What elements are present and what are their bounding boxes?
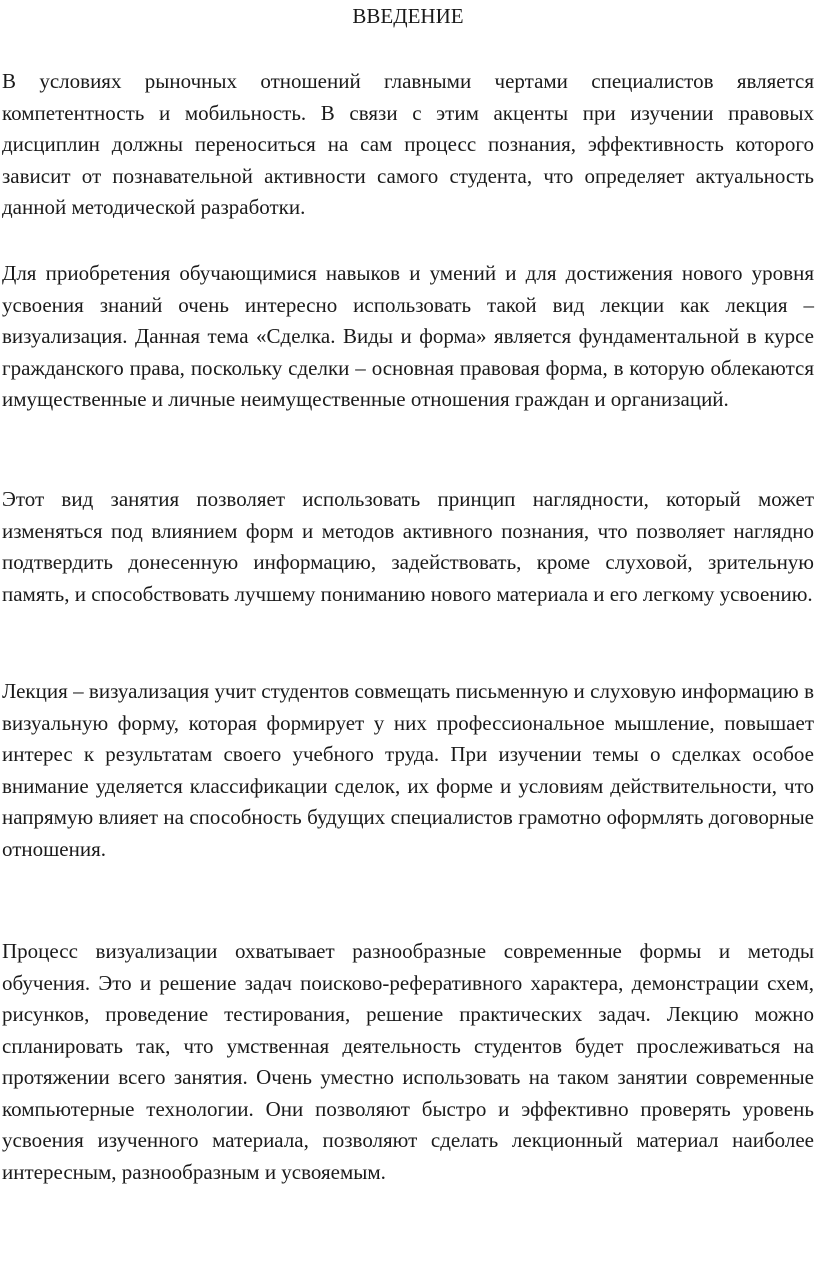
paragraph-2: Для приобретения обучающимися навыков и умений и для достижения нового уровня усвоения знаний очень интересно использовать такой вид лекции как лекция – визуализация. Данная тема «Сделка. Виды и форма» является фундаментальной в курсе гражданского права, поскольку сделки – основная правовая форма, в которую облекаются имущественные и личные неимущественные отношения граждан и организаций. bbox=[2, 261, 814, 411]
document-title: ВВЕДЕНИЕ bbox=[352, 4, 464, 28]
paragraph-3: Этот вид занятия позволяет использовать принцип наглядности, который может изменяться под влиянием форм и методов активного познания, что позволяет наглядно подтвердить донесенную информацию, задействовать, кроме слуховой, зрительную память, и способствовать лучшему пониманию нового материала и его легкому усвоению. bbox=[2, 487, 814, 606]
paragraph-1: В условиях рыночных отношений главными чертами специалистов является компетентность и мобильность. В связи с этим акценты при изучении правовых дисциплин должны переноситься на сам процесс познания, эффективность которого зависит от познавательной активности самого студента, что определяет актуальность данной методической разработки. bbox=[2, 69, 814, 219]
paragraph-5: Процесс визуализации охватывает разнообразные современные формы и методы обучения. Это и решение задач поисково-реферативного характера, демонстрации схем, рисунков, проведение тестирования, решение практических задач. Лекцию можно спланировать так, что умственная деятельность студентов будет прослеживаться на протяжении всего занятия. Очень уместно использовать на таком занятии современные компьютерные технологии. Они позволяют быстро и эффективно проверять уровень усвоения изученного материала, позволяют сделать лекционный материал наиболее интересным, разнообразным и усвояемым. bbox=[2, 939, 814, 1184]
paragraph-4: Лекция – визуализация учит студентов совмещать письменную и слуховую информацию в визуальную форму, которая формирует у них профессиональное мышление, повышает интерес к результатам своего учебного труда. При изучении темы о сделках особое внимание уделяется классификации сделок, их форме и условиям действительности, что напрямую влияет на способность будущих специалистов грамотно оформлять договорные отношения. bbox=[2, 679, 814, 861]
